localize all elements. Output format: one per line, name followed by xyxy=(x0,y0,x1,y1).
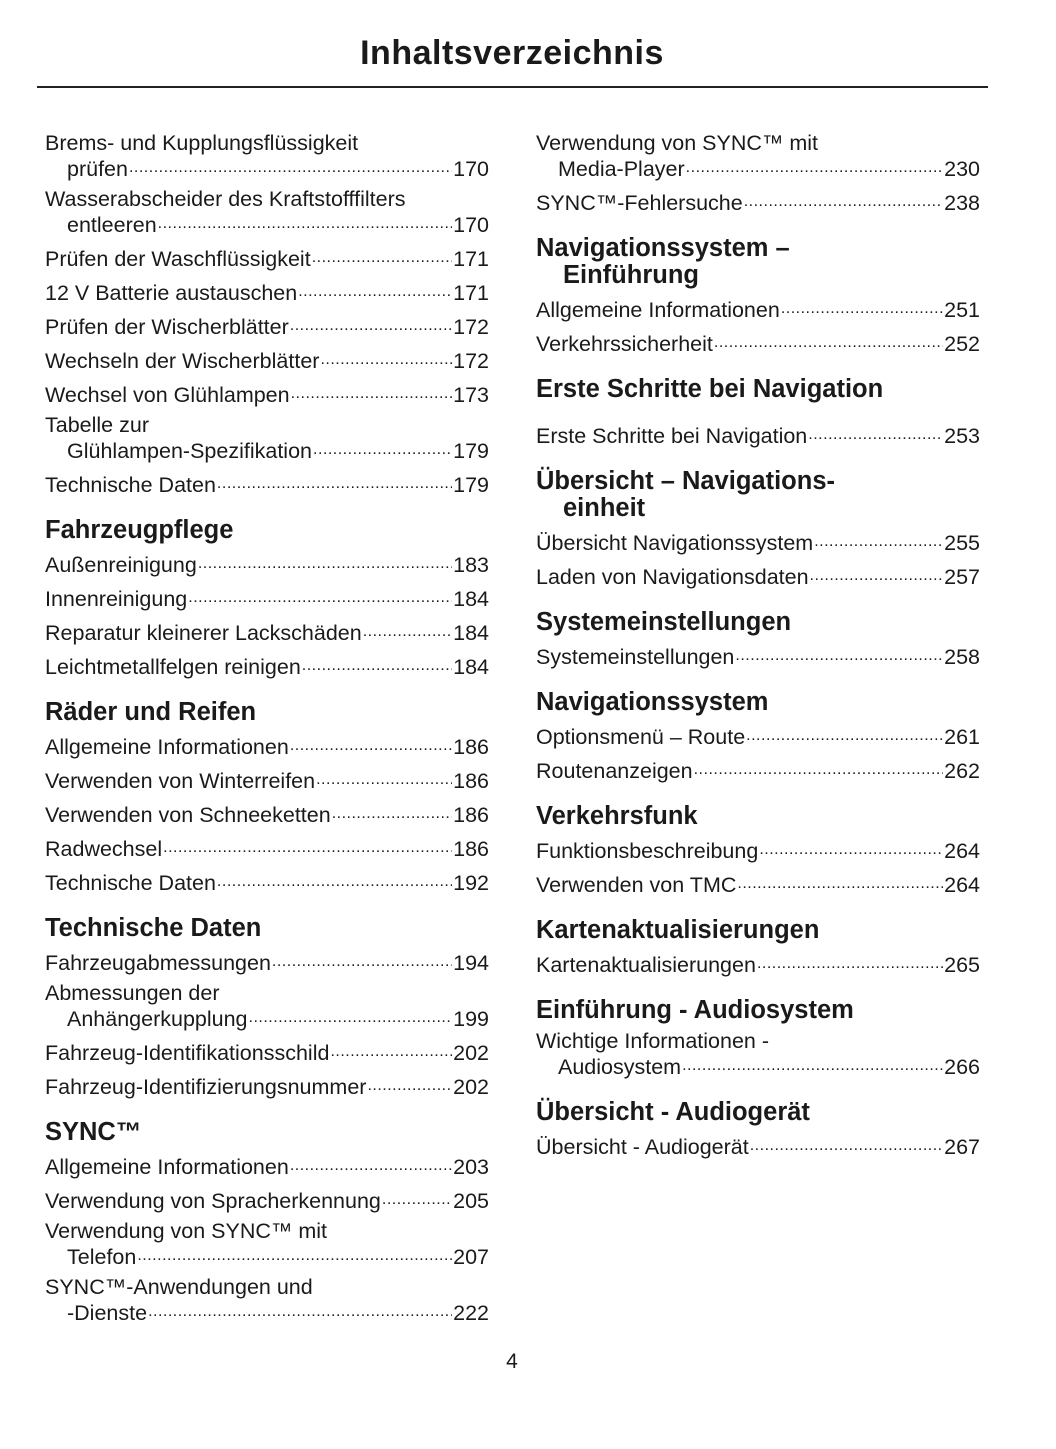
section-heading: SYNC™ xyxy=(45,1118,142,1146)
toc-entry-label: prüfen xyxy=(67,157,128,181)
toc-entry-label: SYNC™-Anwendungen und xyxy=(45,1275,313,1299)
toc-page-number: 170 xyxy=(453,213,489,237)
toc-entry-label: Technische Daten xyxy=(45,871,216,895)
toc-entry[interactable] xyxy=(45,618,489,644)
toc-entry-label: Audiosystem xyxy=(558,1055,682,1079)
section-heading-line1: Navigationssystem – xyxy=(536,234,790,262)
dot-leader xyxy=(382,1186,452,1208)
toc-section-verkehrsfunk xyxy=(536,803,980,896)
dot-leader xyxy=(686,154,943,176)
toc-entry-label: Routenanzeigen xyxy=(536,759,693,783)
dot-leader xyxy=(163,834,452,856)
toc-entry[interactable] xyxy=(45,278,489,304)
toc-section-systemeinstellungen xyxy=(536,609,980,668)
toc-section-technische-daten xyxy=(45,915,489,1098)
toc-entry[interactable] xyxy=(536,722,980,748)
toc-page-number: 179 xyxy=(453,439,489,463)
dot-leader xyxy=(682,1052,943,1074)
toc-section-wartung xyxy=(45,132,489,496)
toc-entry-label: Innenreinigung xyxy=(45,587,188,611)
page-title: Inhaltsverzeichnis xyxy=(360,34,664,72)
dot-leader xyxy=(290,312,452,334)
toc-entry[interactable] xyxy=(45,868,489,894)
toc-page-number: 202 xyxy=(453,1075,489,1099)
toc-entry[interactable] xyxy=(45,1186,489,1212)
toc-page-number: 265 xyxy=(944,953,980,977)
toc-entry-label: Wichtige Informationen - xyxy=(536,1029,770,1053)
toc-section-audiosystem xyxy=(536,997,980,1078)
toc-entry-label: Funktionsbeschreibung xyxy=(536,839,759,863)
toc-entry-label: Abmessungen der xyxy=(45,981,220,1005)
toc-page-number: 184 xyxy=(453,587,489,611)
toc-entry[interactable] xyxy=(45,312,489,338)
dot-leader xyxy=(694,756,944,778)
toc-entry-label: Tabelle zur xyxy=(45,413,149,437)
toc-column-right xyxy=(536,132,980,1166)
toc-entry[interactable] xyxy=(45,470,489,496)
toc-page-number: 264 xyxy=(944,839,980,863)
toc-entry-label: Erste Schritte bei Navigation xyxy=(536,424,808,448)
toc-entry-label: Verwenden von Winterreifen xyxy=(45,769,316,793)
toc-entry-label: Leichtmetallfelgen reinigen xyxy=(45,655,301,679)
toc-page-number: 171 xyxy=(453,247,489,271)
toc-page-number: 199 xyxy=(453,1007,489,1031)
toc-page-number: 258 xyxy=(944,645,980,669)
section-heading: Erste Schritte bei Navigation xyxy=(536,375,884,403)
toc-page-number: 257 xyxy=(944,565,980,589)
title-divider xyxy=(37,86,988,88)
toc-section-navigation-einfuehrung xyxy=(536,235,980,355)
toc-entry-label: Prüfen der Wischerblätter xyxy=(45,315,289,339)
toc-entry-label: Kartenaktualisierungen xyxy=(536,953,756,977)
toc-page-number: 186 xyxy=(453,769,489,793)
toc-entry-label: Brems- und Kupplungsflüssigkeit xyxy=(45,131,359,155)
toc-page-number: 183 xyxy=(453,553,489,577)
toc-entry-label: Verwendung von SYNC™ mit xyxy=(536,131,819,155)
dot-leader xyxy=(272,948,452,970)
toc-entry-label: Wasserabscheider des Kraftstofffilters xyxy=(45,187,406,211)
toc-section-kartenaktualisierungen xyxy=(536,917,980,976)
dot-leader xyxy=(363,618,452,640)
toc-page-number: 205 xyxy=(453,1189,489,1213)
toc-entry-label: Verwendung von SYNC™ mit xyxy=(45,1219,328,1243)
section-heading xyxy=(536,468,980,522)
toc-section-navigationssystem xyxy=(536,689,980,782)
toc-page-number: 170 xyxy=(453,157,489,181)
toc-page-number: 261 xyxy=(944,725,980,749)
toc-entry[interactable] xyxy=(45,1276,489,1324)
toc-entry-label: Allgemeine Informationen xyxy=(536,298,780,322)
toc-page-number: 264 xyxy=(944,873,980,897)
toc-entry[interactable] xyxy=(45,1072,489,1098)
toc-entry[interactable] xyxy=(536,188,980,214)
toc-entry-label: Verwenden von TMC xyxy=(536,873,737,897)
toc-entry[interactable] xyxy=(536,562,980,588)
section-heading xyxy=(536,235,980,289)
dot-leader xyxy=(735,642,943,664)
toc-entry[interactable] xyxy=(536,528,980,554)
toc-entry-label: Glühlampen-Spezifikation xyxy=(67,439,312,463)
toc-entry[interactable] xyxy=(536,1132,980,1158)
dot-leader xyxy=(290,1152,452,1174)
toc-entry[interactable] xyxy=(45,948,489,974)
toc-page-number: 202 xyxy=(453,1041,489,1065)
toc-entry[interactable] xyxy=(45,244,489,270)
toc-section-fahrzeugpflege xyxy=(45,517,489,678)
section-heading-line2: einheit xyxy=(563,494,646,522)
toc-page-number: 252 xyxy=(944,332,980,356)
toc-section-uebersicht-navigation xyxy=(536,468,980,588)
toc-page-number: 207 xyxy=(453,1245,489,1269)
toc-entry[interactable] xyxy=(45,346,489,372)
section-heading: Fahrzeugpflege xyxy=(45,516,234,544)
toc-entry-label: Reparatur kleinerer Lackschäden xyxy=(45,621,362,645)
dot-leader xyxy=(714,329,943,351)
dot-leader xyxy=(291,380,453,402)
section-heading: Räder und Reifen xyxy=(45,698,257,726)
toc-page-number: 255 xyxy=(944,531,980,555)
toc-entry[interactable] xyxy=(45,1220,489,1268)
dot-leader xyxy=(746,722,943,744)
toc-entry[interactable] xyxy=(45,1152,489,1178)
toc-entry[interactable] xyxy=(536,836,980,862)
toc-entry-label: 12 V Batterie austauschen xyxy=(45,281,298,305)
toc-page-number: 238 xyxy=(944,191,980,215)
toc-entry-label: Allgemeine Informationen xyxy=(45,735,289,759)
toc-entry[interactable] xyxy=(45,766,489,792)
dot-leader xyxy=(302,652,452,674)
toc-entry-label: Wechsel von Glühlampen xyxy=(45,383,290,407)
toc-entry[interactable] xyxy=(536,132,980,180)
dot-leader xyxy=(814,528,943,550)
toc-page-number: 192 xyxy=(453,871,489,895)
toc-entry-label: Telefon xyxy=(67,1245,137,1269)
toc-entry-label: Außenreinigung xyxy=(45,553,197,577)
toc-page-number: 186 xyxy=(453,803,489,827)
toc-entry-label: Systemeinstellungen xyxy=(536,645,735,669)
section-heading: Verkehrsfunk xyxy=(536,802,698,830)
toc-entry-label: Verwenden von Schneeketten xyxy=(45,803,331,827)
toc-entry[interactable] xyxy=(45,1038,489,1064)
dot-leader xyxy=(290,732,452,754)
toc-page-number: 194 xyxy=(453,951,489,975)
toc-entry-label: Fahrzeug-Identifizierungsnummer xyxy=(45,1075,367,1099)
toc-entry-label: Optionsmenü – Route xyxy=(536,725,746,749)
dot-leader xyxy=(330,1038,452,1060)
toc-entry-label: Radwechsel xyxy=(45,837,163,861)
toc-page-number: 184 xyxy=(453,655,489,679)
section-heading-line1: Übersicht – Navigations- xyxy=(536,467,835,495)
toc-entry-label: SYNC™-Fehlersuche xyxy=(536,191,743,215)
toc-entry[interactable] xyxy=(536,421,980,447)
toc-column-left xyxy=(45,132,489,1332)
dot-leader xyxy=(759,836,943,858)
dot-leader xyxy=(217,868,452,890)
toc-entry-label: Wechseln der Wischerblätter xyxy=(45,349,320,373)
toc-page-number: 184 xyxy=(453,621,489,645)
toc-entry-label: -Dienste xyxy=(67,1301,148,1325)
toc-entry-label: entleeren xyxy=(67,213,157,237)
dot-leader xyxy=(810,562,944,584)
toc-entry-label: Verkehrssicherheit xyxy=(536,332,713,356)
toc-entry[interactable] xyxy=(45,380,489,406)
toc-section-erste-schritte xyxy=(536,376,980,447)
toc-section-audiogeraet xyxy=(536,1099,980,1158)
dot-leader xyxy=(781,295,943,317)
toc-entry-label: Technische Daten xyxy=(45,473,216,497)
toc-section-sync xyxy=(45,1119,489,1324)
toc-page-number: 186 xyxy=(453,837,489,861)
dot-leader xyxy=(313,436,452,458)
toc-entry[interactable] xyxy=(536,295,980,321)
dot-leader xyxy=(757,950,943,972)
toc-entry[interactable] xyxy=(536,756,980,782)
dot-leader xyxy=(312,244,452,266)
toc-entry[interactable] xyxy=(45,414,489,462)
toc-page-number: 172 xyxy=(453,315,489,339)
dot-leader xyxy=(744,188,943,210)
toc-entry[interactable] xyxy=(45,132,489,180)
toc-entry[interactable] xyxy=(45,550,489,576)
toc-entry[interactable] xyxy=(45,834,489,860)
toc-entry[interactable] xyxy=(45,800,489,826)
toc-section-raeder-reifen xyxy=(45,699,489,894)
toc-entry[interactable] xyxy=(536,329,980,355)
toc-section-sync-cont xyxy=(536,132,980,214)
toc-page-number: 230 xyxy=(944,157,980,181)
toc-entry[interactable] xyxy=(45,584,489,610)
toc-page-number: 251 xyxy=(944,298,980,322)
toc-entry-label: Verwendung von Spracherkennung xyxy=(45,1189,381,1213)
toc-entry-label: Prüfen der Waschflüssigkeit xyxy=(45,247,311,271)
toc-entry-label: Allgemeine Informationen xyxy=(45,1155,289,1179)
toc-page-number: 203 xyxy=(453,1155,489,1179)
dot-leader xyxy=(737,870,943,892)
dot-leader xyxy=(298,278,452,300)
section-heading: Übersicht - Audiogerät xyxy=(536,1098,810,1126)
toc-entry[interactable] xyxy=(536,1030,980,1078)
dot-leader xyxy=(129,154,452,176)
toc-entry-label: Fahrzeug-Identifikationsschild xyxy=(45,1041,330,1065)
toc-page-number: 179 xyxy=(453,473,489,497)
dot-leader xyxy=(137,1242,452,1264)
toc-page-number: 173 xyxy=(453,383,489,407)
toc-entry[interactable] xyxy=(536,642,980,668)
toc-entry[interactable] xyxy=(45,652,489,678)
toc-entry-label: Übersicht Navigationssystem xyxy=(536,531,814,555)
toc-entry-label: Media-Player xyxy=(558,157,685,181)
section-heading: Navigationssystem xyxy=(536,688,769,716)
toc-entry-label: Übersicht - Audiogerät xyxy=(536,1135,749,1159)
dot-leader xyxy=(367,1072,452,1094)
dot-leader xyxy=(249,1004,453,1026)
dot-leader xyxy=(320,346,452,368)
toc-page-number: 266 xyxy=(944,1055,980,1079)
dot-leader xyxy=(332,800,452,822)
toc-page-number: 186 xyxy=(453,735,489,759)
section-heading-line2: Einführung xyxy=(563,261,699,289)
toc-entry-label: Laden von Navigationsdaten xyxy=(536,565,809,589)
toc-page-number: 222 xyxy=(453,1301,489,1325)
toc-page-number: 172 xyxy=(453,349,489,373)
dot-leader xyxy=(217,470,452,492)
toc-page-number: 267 xyxy=(944,1135,980,1159)
section-heading: Technische Daten xyxy=(45,914,262,942)
dot-leader xyxy=(316,766,452,788)
toc-page-number: 171 xyxy=(453,281,489,305)
toc-entry-label: Anhängerkupplung xyxy=(67,1007,248,1031)
toc-entry[interactable] xyxy=(45,188,489,236)
toc-page-number: 262 xyxy=(944,759,980,783)
dot-leader xyxy=(158,210,452,232)
dot-leader xyxy=(148,1298,452,1320)
dot-leader xyxy=(808,421,943,443)
toc-page-number: 253 xyxy=(944,424,980,448)
dot-leader xyxy=(198,550,452,572)
section-heading: Kartenaktualisierungen xyxy=(536,916,820,944)
toc-entry[interactable] xyxy=(45,982,489,1030)
toc-entry-label: Fahrzeugabmessungen xyxy=(45,951,271,975)
section-heading: Systemeinstellungen xyxy=(536,608,792,636)
dot-leader xyxy=(750,1132,943,1154)
page-number: 4 xyxy=(506,1350,518,1373)
dot-leader xyxy=(188,584,452,606)
section-heading: Einführung - Audiosystem xyxy=(536,996,854,1024)
toc-entry[interactable] xyxy=(536,870,980,896)
toc-entry[interactable] xyxy=(45,732,489,758)
toc-entry[interactable] xyxy=(536,950,980,976)
